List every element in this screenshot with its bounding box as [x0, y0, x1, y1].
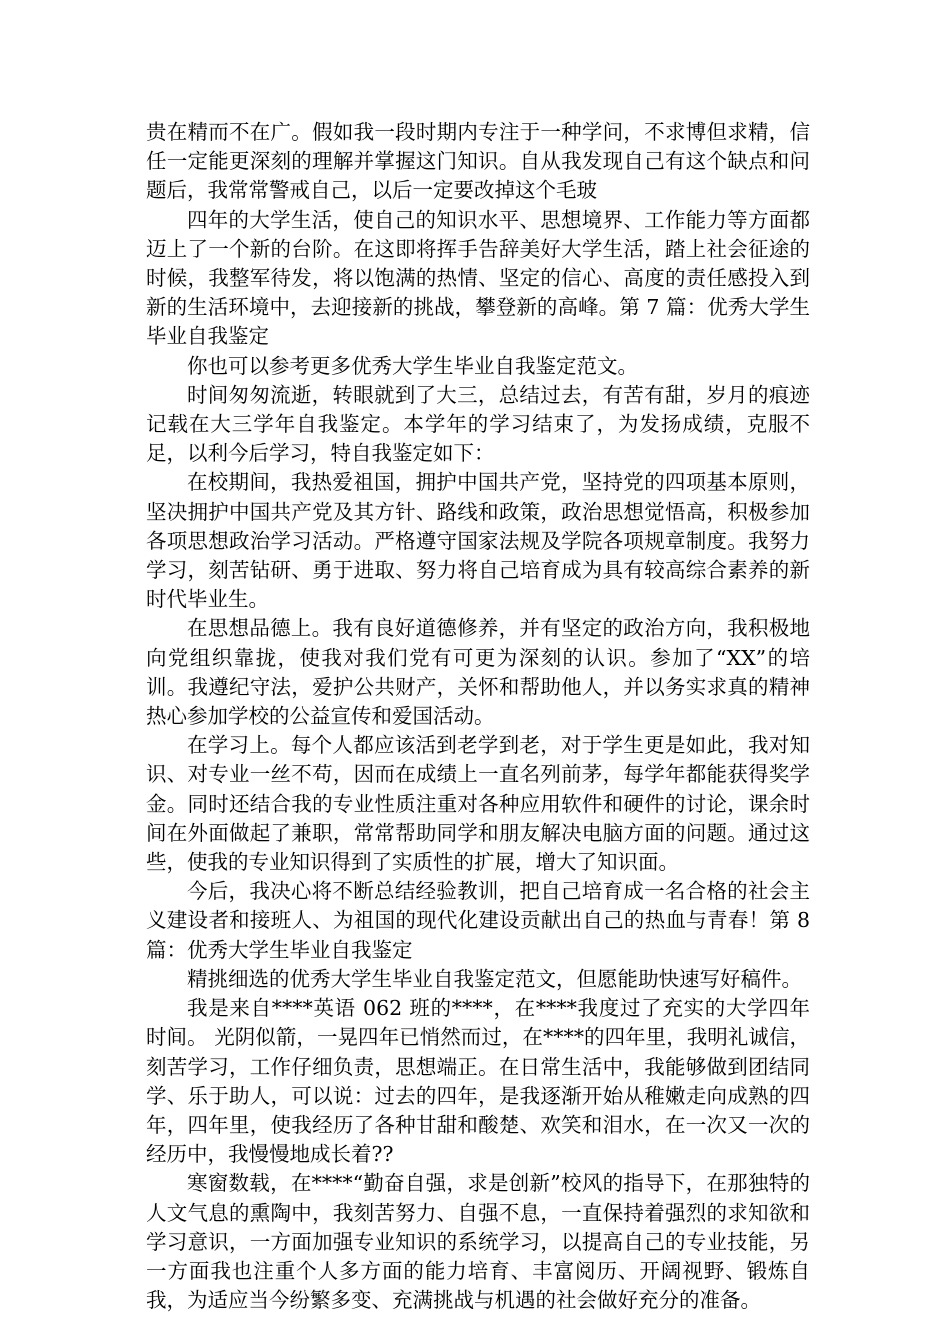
paragraph-9: 精挑细选的优秀大学生毕业自我鉴定范文，但愿能助快速写好稿件。 — [187, 966, 802, 991]
paragraph-1: 贵在精而不在广。假如我一段时期内专注于一种学问，不求博但求精，信任一定能更深刻的理解并掌握这门知识。自从我发现自己有这个缺点和问题后，我常常警戒自己，以后一定要改掉这个毛玻 — [146, 120, 810, 203]
paragraph-7: 在学习上。每个人都应该活到老学到老，对于学生更是如此，我对知识、对专业一丝不苟，因而在成绩上一直名列前茅，每学年都能获得奖学金。同时还结合我的专业性质注重对各种应用软件和硬件的讨论，课余时间在外面做起了兼职，常常帮助同学和朋友解决电脑方面的问题。通过这些，使我的专业知识得到了实质性的扩展，增大了知识面。 — [146, 733, 810, 875]
paragraph-11: 寒窗数载，在****“勤奋自强，求是创新”校风的指导下，在那独特的人文气息的熏陶中，我刻苦努力、自强不息，一直保持着强烈的求知欲和学习意识，一方面加强专业知识的系统学习，以提高自己的专业技能，另一方面我也注重个人多方面的能力培育、丰富阅历、开阔视野、锻炼自我，为适应当今纷繁多变、充满挑战与机遇的社会做好充分的准备。 — [146, 1171, 810, 1313]
paragraph-8: 今后，我决心将不断总结经验教训，把自己培育成一名合格的社会主义建设者和接班人、为祖国的现代化建设贡献出自己的热血与青春！第 8 篇：优秀大学生毕业自我鉴定 — [146, 879, 810, 962]
paragraph-2: 四年的大学生活，使自己的知识水平、思想境界、工作能力等方面都迈上了一个新的台阶。在这即将挥手告辞美好大学生活，踏上社会征途的时候，我整军待发，将以饱满的热情、坚定的信心、高度的责任感投入到新的生活环境中，去迎接新的挑战，攀登新的高峰。第 7 篇：优秀大学生毕业自我鉴定 — [146, 207, 810, 349]
paragraph-4: 时间匆匆流逝，转眼就到了大三，总结过去，有苦有甜，岁月的痕迹记载在大三学年自我鉴定。本学年的学习结束了，为发扬成绩，克服不足，以利今后学习，特自我鉴定如下： — [146, 382, 810, 466]
paragraph-3: 你也可以参考更多优秀大学生毕业自我鉴定范文。 — [187, 353, 638, 378]
paragraph-5: 在校期间，我热爱祖国，拥护中国共产党，坚持党的四项基本原则，坚决拥护中国共产党及其方针、路线和政策，政治思想觉悟高，积极参加各项思想政治学习活动。严格遵守国家法规及学院各项规章制度。我努力学习，刻苦钻研、勇于进取、努力将自己培育成为具有较高综合素养的新时代毕业生。 — [146, 470, 810, 612]
document-body — [146, 118, 810, 1315]
paragraph-10: 我是来自****英语 062 班的****，在****我度过了充实的大学四年时间。 光阴似箭，一晃四年已悄然而过，在****的四年里，我明礼诚信，刻苦学习，工作仔细负责，思想端正。在日常生活中，我能够做到团结同学、乐于助人，可以说：过去的四年，是我逐渐开始从稚嫩走向成熟的四年，四年里，使我经历了各种甘甜和酸楚、欢笑和泪水，在一次又一次的经历中，我慢慢地成长着?? — [146, 996, 810, 1167]
paragraph-6: 在思想品德上。我有良好道德修养，并有坚定的政治方向，我积极地向党组织靠拢，使我对我们党有可更为深刻的认识。参加了“XX”的培训。我遵纪守法，爱护公共财产，关怀和帮助他人，并以务实求真的精神热心参加学校的公益宣传和爱国活动。 — [146, 616, 810, 729]
